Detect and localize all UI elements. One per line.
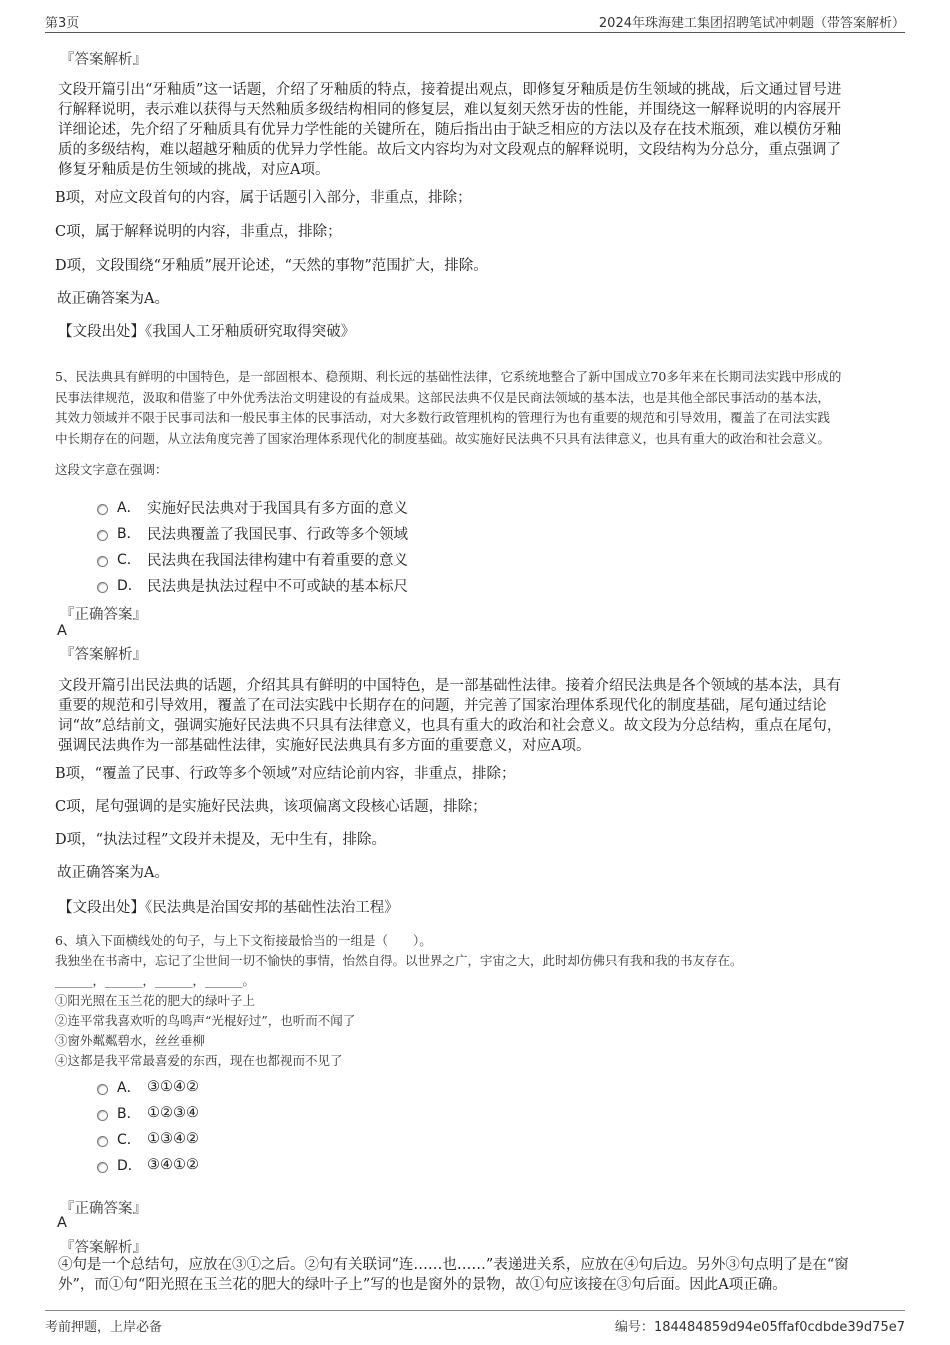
page-number: 第3页 [45,16,80,31]
radio-icon[interactable] [97,530,108,541]
q5-analysis-label: 『答案解析』 [60,647,147,663]
q4-analysis-line: 修复牙釉质是仿生领域的挑战，对应A项。 [58,162,330,178]
q6-option-b[interactable]: B． ①②③④ [97,1103,199,1123]
q5-conclusion: 故正确答案为A。 [57,865,169,881]
document-title: 2024年珠海建工集团招聘笔试冲刺题（带答案解析） [598,16,905,31]
q6-answer: A [57,1215,67,1231]
radio-icon[interactable] [97,582,108,593]
q4-analysis-line: 详细论述，先介绍了牙釉质具有优异力学性能的关键所在，随后指出由于缺乏相应的方法以及存在技术瓶颈，难以模仿牙釉 [58,122,841,138]
q5-analysis-line: 词“故”总结前文，强调实施好民法典不只具有法律意义，也具有重大的政治和社会意义。故文段为分总结构，重点在尾句， [58,718,842,734]
radio-icon[interactable] [97,1084,108,1095]
q5-option-a[interactable]: A． 实施好民法典对于我国具有多方面的意义 [97,497,408,517]
q6-analysis [58,1255,898,1295]
radio-icon[interactable] [97,1110,108,1121]
q4-analysis-line: 文段开篇引出“牙釉质”这一话题，介绍了牙釉质的特点，接着提出观点，即修复牙釉质是仿生领域的挑战，后文通过冒号进 [58,82,842,98]
q5-stem-line: 民事法律规范，汲取和借鉴了中外优秀法治文明建设的有益成果。这部民法典不仅是民商法领域的基本法，也是其他全部民事活动的基本法， [55,389,831,405]
q5-analysis-line: 强调民法典作为一部基础性法律，实施好民法典具有多方面的重要意义，对应A项。 [58,738,591,754]
q6-passage: 我独坐在书斋中，忘记了尘世间一切不愉快的事情，怡然自得。以世界之广，宇宙之大，此时却仿佛只有我和我的书友存在。 [55,953,743,968]
q6-stem-block [55,931,895,1071]
q5-stem-line: 中长期存在的问题，从立法角度完善了国家治理体系现代化的制度基础。故实施好民法典不只具有法律意义，也具有重大的政治和社会意义。 [55,430,831,446]
q5-option-c[interactable]: C． 民法典在我国法律构建中有着重要的意义 [97,549,408,569]
q6-item: ②连平常我喜欢听的鸟鸣声“光棍好过”，也听而不闻了 [55,1013,356,1028]
q5-stem-line: 其效力领域并不限于民事司法和一般民事主体的民事活动，对大多数行政管理机构的管理行为也有重要的规范和引导效用，覆盖了在司法实践 [55,410,831,425]
q5-analysis-line: 文段开篇引出民法典的话题，介绍其具有鲜明的中国特色，是一部基础性法律。接着介绍民法典是各个领域的基本法，具有 [58,678,841,694]
q4-analysis [58,80,898,180]
q5-analysis [58,676,898,756]
q4-conclusion: 故正确答案为A。 [57,291,169,307]
q5-option-b-note: B项，“覆盖了民事、行政等多个领域”对应结论前内容，非重点，排除； [55,766,516,782]
q5-option-d[interactable]: D． 民法典是执法过程中不可或缺的基本标尺 [97,575,408,595]
radio-icon[interactable] [97,1136,108,1147]
q5-stem-line: 5、民法典具有鲜明的中国特色，是一部固根本、稳预期、利长远的基础性法律，它系统地整合了新中国成立70多年来在长期司法实践中形成的 [55,369,842,384]
q5-stem [55,367,895,449]
q6-option-c[interactable]: C． ①③④② [97,1129,199,1149]
footer-slogan: 考前押题，上岸必备 [45,1320,163,1335]
q6-item: ④这都是我平常最喜爱的东西，现在也都视而不见了 [55,1053,343,1068]
q5-option-b[interactable]: B． 民法典覆盖了我国民事、行政等多个领域 [97,523,408,543]
radio-icon[interactable] [97,1162,108,1173]
radio-icon[interactable] [97,556,108,567]
page-header [45,12,905,33]
q5-option-d-note: D项，“执法过程”文段并未提及，无中生有，排除。 [55,832,386,848]
q6-answer-label: 『正确答案』 [60,1201,147,1217]
q4-option-d-note: D项，文段围绕“牙釉质”展开论述，“天然的事物”范围扩大，排除。 [55,258,488,274]
page-footer [45,1310,905,1340]
q6-stem: 6、填入下面横线处的句子，与上下文衔接最恰当的一组是（ ）。 [55,933,432,948]
q6-blanks: ______，______，______，______。 [55,973,256,988]
radio-icon[interactable] [97,504,108,515]
q6-option-a[interactable]: A． ③①④② [97,1077,199,1097]
q5-answer: A [57,623,67,639]
q6-analysis-line: ④句是一个总结句，应放在③①之后。②句有关联词“连……也……”表递进关系，应放在④句后边。另外③句点明了是在“窗 [58,1257,849,1273]
q4-analysis-line: 质的多级结构，难以超越牙釉质的优异力学性能。故后文内容均为对文段观点的解释说明，文段结构为分总分，重点强调了 [58,142,841,158]
q4-option-b-note: B项，对应文段首句的内容，属于话题引入部分，非重点，排除； [55,190,472,206]
q4-option-c-note: C项，属于解释说明的内容，非重点，排除； [55,224,342,240]
q6-analysis-line: 外”，而①句“阳光照在玉兰花的肥大的绿叶子上”写的也是窗外的景物，故①句应该接在③句后面。因此A项正确。 [58,1277,787,1293]
q5-option-c-note: C项，尾句强调的是实施好民法典，该项偏离文段核心话题，排除； [55,799,487,815]
q6-item: ①阳光照在玉兰花的肥大的绿叶子上 [55,993,256,1008]
q4-analysis-line: 行解释说明，表示难以获得与天然釉质多级结构相同的修复层，难以复刻天然牙齿的性能，并围绕这一解释说明的内容展开 [58,102,841,118]
q6-option-d[interactable]: D． ③④①② [97,1155,199,1175]
q5-source: 【文段出处】《民法典是治国安邦的基础性法治工程》 [58,900,399,916]
q5-answer-label: 『正确答案』 [60,607,147,623]
footer-code: 编号：184484859d94e05ffaf0cdbde39d75e7 [614,1320,905,1335]
q6-item: ③窗外粼粼碧水，丝丝垂柳 [55,1033,206,1048]
q6-analysis-label: 『答案解析』 [60,1240,147,1256]
q4-analysis-label: 『答案解析』 [60,52,147,68]
q5-analysis-line: 重要的规范和引导效用，覆盖了在司法实践中长期存在的问题，并完善了国家治理体系现代化的制度基础，尾句通过结论 [58,698,827,714]
q5-question: 这段文字意在强调： [55,462,168,477]
q4-source: 【文段出处】《我国人工牙釉质研究取得突破》 [58,324,356,340]
